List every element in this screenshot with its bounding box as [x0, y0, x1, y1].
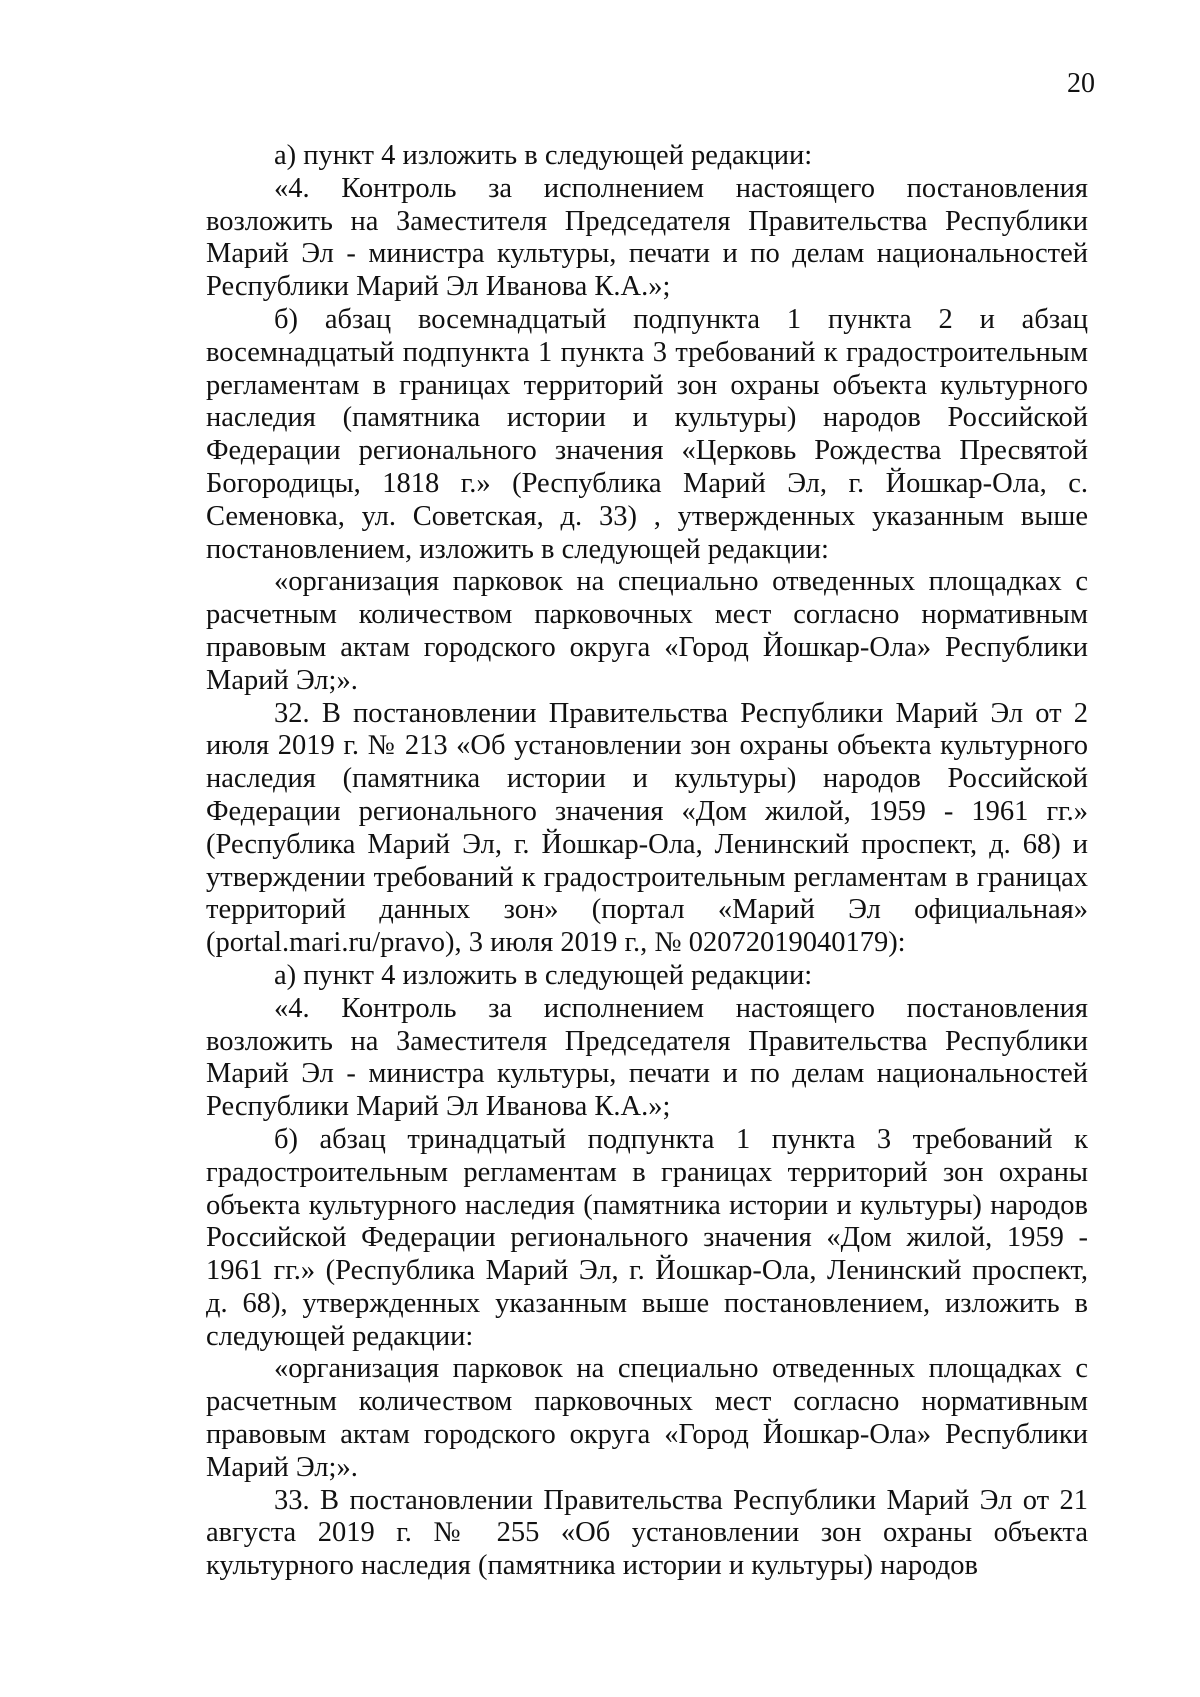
paragraph-parking-clause-2: «организация парковок на специально отведенных площадках с расчетным количеством парковочных мест согласно нормативным правовым актам городского округа «Город Йошкар-Ола» Республики Марий Эл;».: [206, 1353, 1088, 1483]
paragraph-point-33: 33. В постановлении Правительства Республики Марий Эл от 21 августа 2019 г. № 255 «Об установлении зон охраны объекта культурного наследия (памятника истории и культуры) народов: [206, 1484, 1088, 1582]
paragraph-point-32: 32. В постановлении Правительства Республики Марий Эл от 2 июля 2019 г. № 213 «Об установлении зон охраны объекта культурного наследия (памятника истории и культуры) народов Российской Федерации регионального значения «Дом жилой, 1959 - 1961 гг.» (Республика Марий Эл, г. Йошкар-Ола, Ленинский проспект, д. 68) и утверждении требований к градостроительным регламентам в границах территорий данных зон» (портал «Марий Эл официальная» (portal.mari.ru/pravo), 3 июля 2019 г., № 02072019040179):: [206, 697, 1088, 959]
paragraph-parking-clause-1: «организация парковок на специально отведенных площадках с расчетным количеством парковочных мест согласно нормативным правовым актам городского округа «Город Йошкар-Ола» Республики Марий Эл;».: [206, 566, 1088, 696]
paragraph-item-b-1: б) абзац восемнадцатый подпункта 1 пункта 2 и абзац восемнадцатый подпункта 1 пункта 3 требований к градостроительным регламентам в границах территорий зон охраны объекта культурного наследия (памятника истории и культуры) народов Российской Федерации регионального значения «Церковь Рождества Пресвятой Богородицы, 1818 г.» (Республика Марий Эл, г. Йошкар-Ола, с. Семеновка, ул. Советская, д. 33) , утвержденных указанным выше постановлением, изложить в следующей редакции:: [206, 303, 1088, 565]
paragraph-control-clause-1: «4. Контроль за исполнением настоящего постановления возложить на Заместителя Председателя Правительства Республики Марий Эл - министра культуры, печати и по делам национальностей Республики Марий Эл Иванова К.А.»;: [206, 172, 1088, 303]
paragraph-item-a-1: а) пункт 4 изложить в следующей редакции:: [274, 140, 813, 171]
document-body: [206, 140, 1088, 1583]
page-number: 20: [1067, 68, 1095, 99]
paragraph-item-b-2: б) абзац тринадцатый подпункта 1 пункта 3 требований к градостроительным регламентам в границах территорий зон охраны объекта культурного наследия (памятника истории и культуры) народов Российской Федерации регионального значения «Дом жилой, 1959 - 1961 гг.» (Республика Марий Эл, г. Йошкар-Ола, Ленинский проспект, д. 68), утвержденных указанным выше постановлением, изложить в следующей редакции:: [206, 1123, 1088, 1352]
paragraph-control-clause-2: «4. Контроль за исполнением настоящего постановления возложить на Заместителя Председателя Правительства Республики Марий Эл - министра культуры, печати и по делам национальностей Республики Марий Эл Иванова К.А.»;: [206, 992, 1088, 1123]
paragraph-item-a-2: а) пункт 4 изложить в следующей редакции:: [274, 959, 813, 991]
